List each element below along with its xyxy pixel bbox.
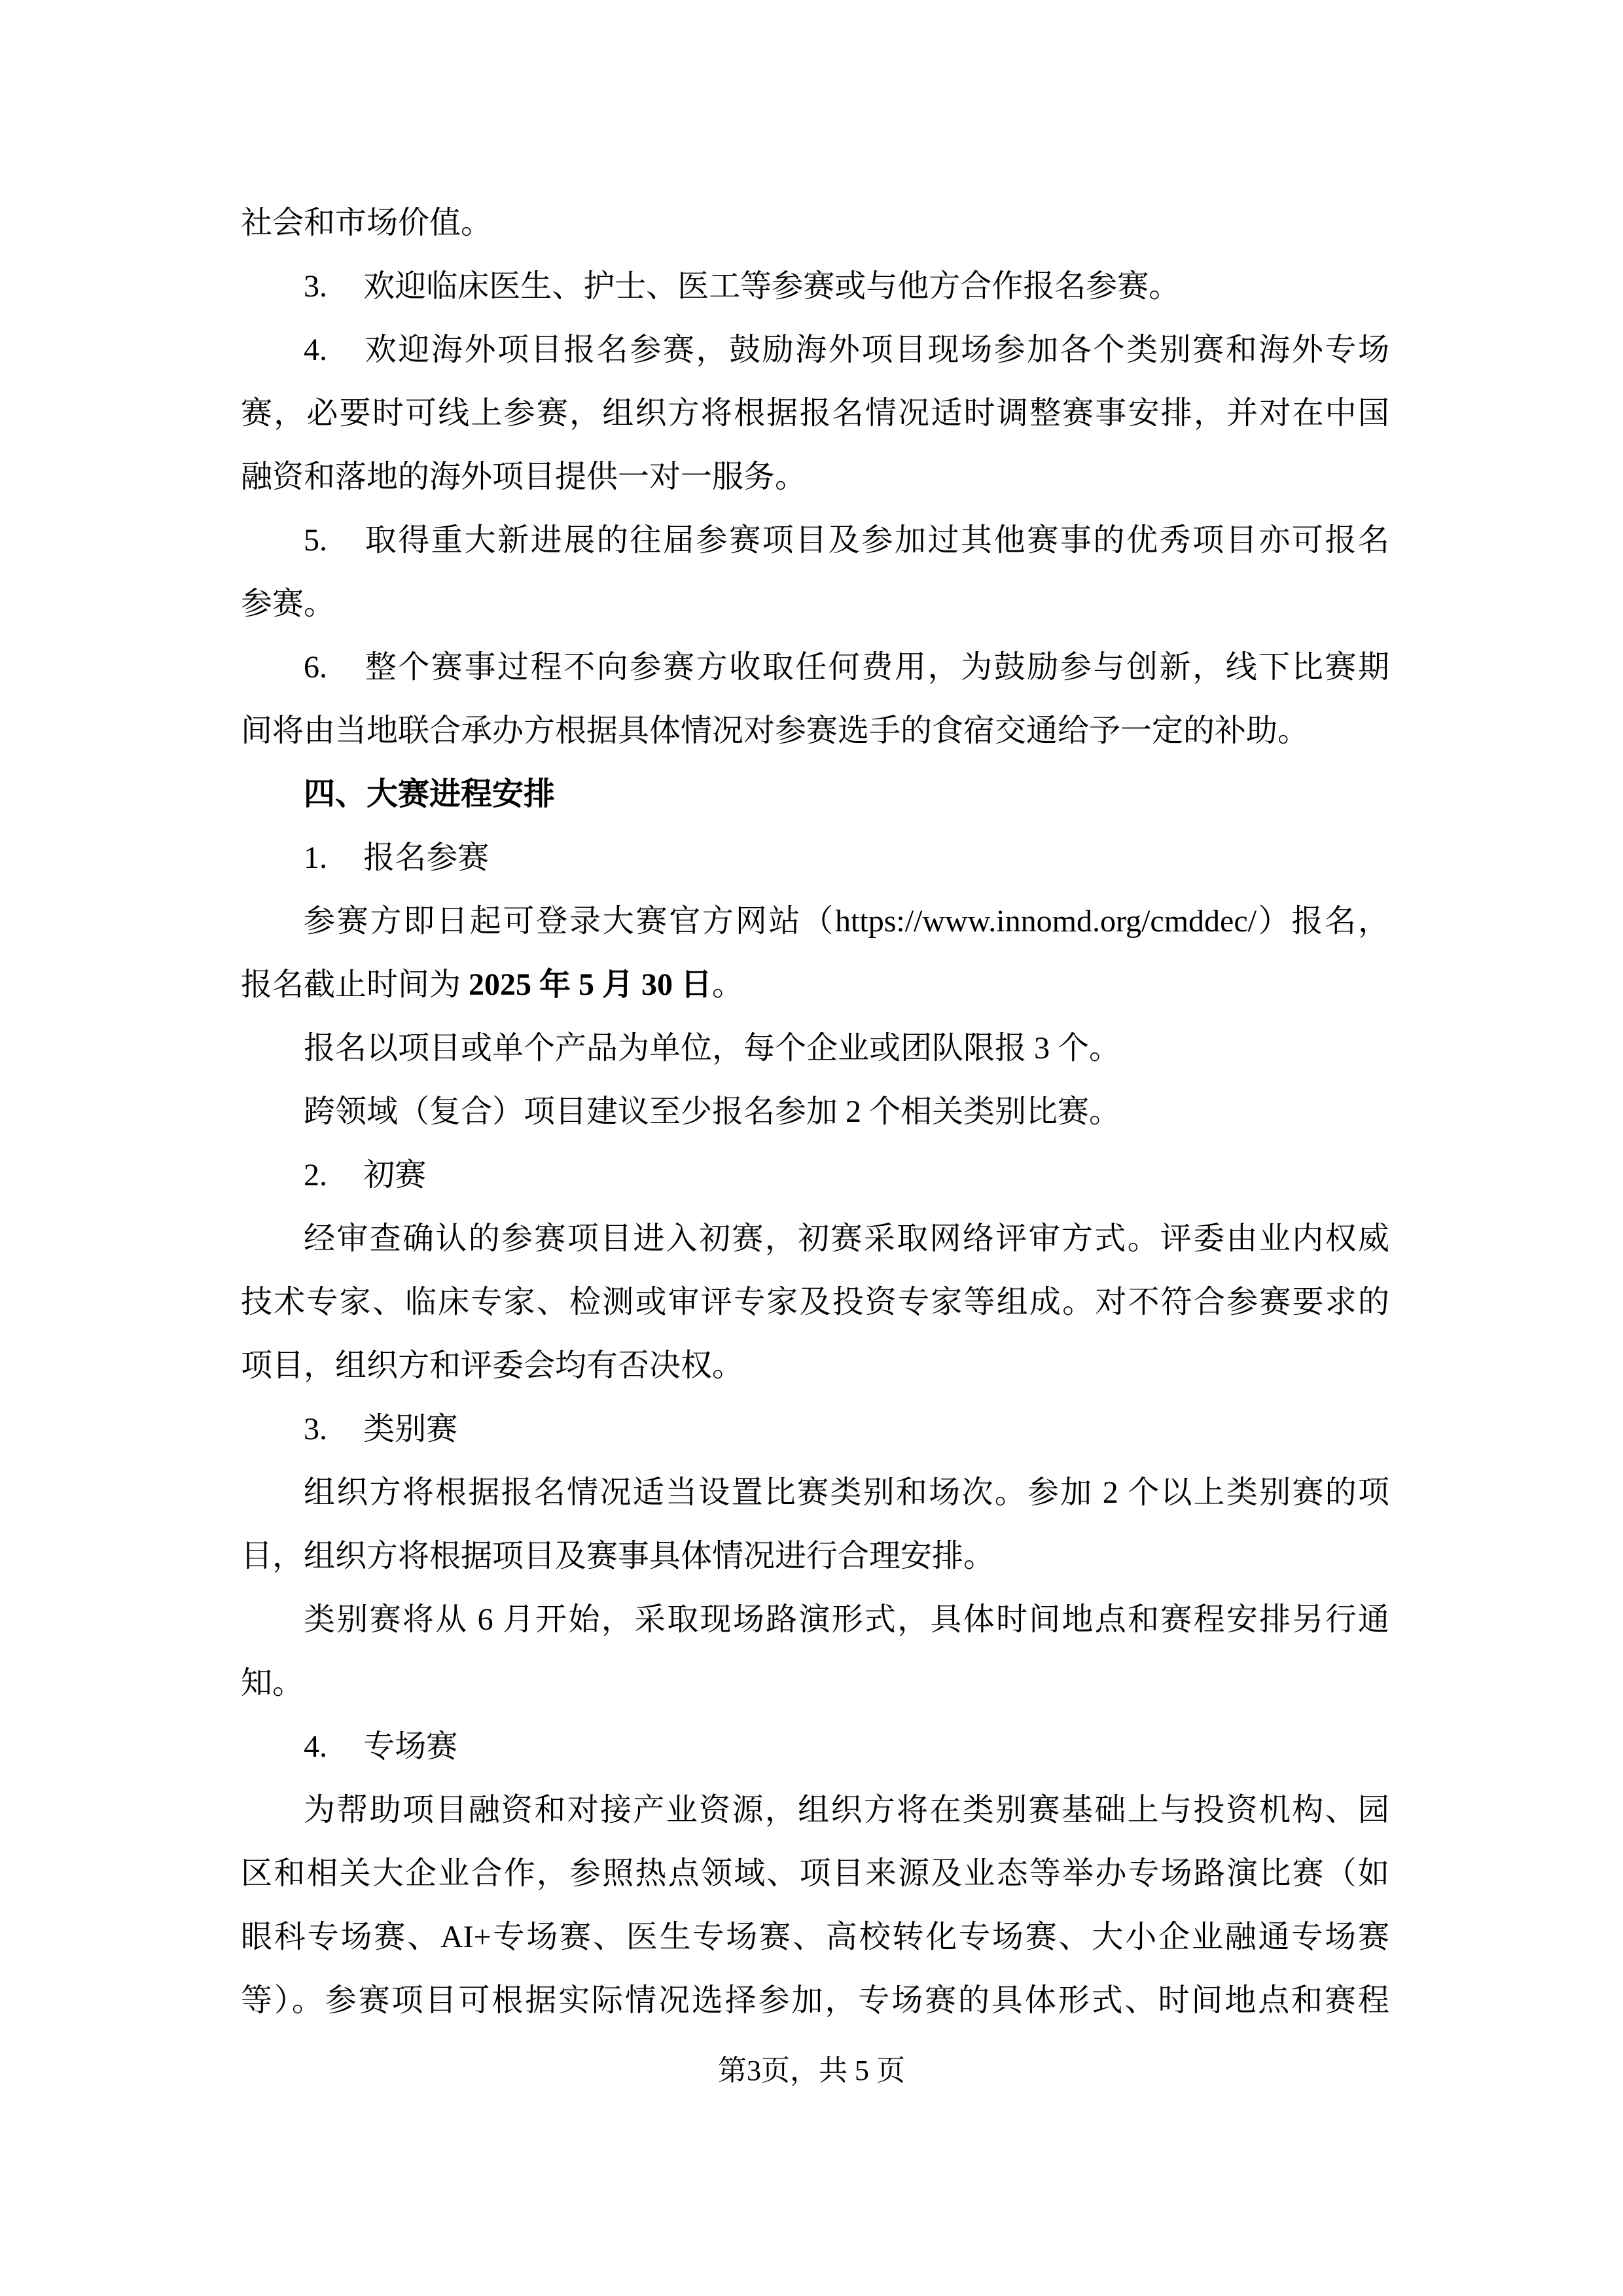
text-run: 类别赛 [363, 1412, 458, 1446]
text-line [241, 572, 1389, 636]
text-run: 整个赛事过程不向参赛方收取任何费用，为鼓励参与创新，线下比赛期 [363, 650, 1389, 685]
text-run: 眼科专场赛、AI+专场赛、医生专场赛、高校转化专场赛、大小企业融通专场赛 [241, 1920, 1389, 1954]
text-run: 参赛方即日起可登录大赛官方网站（https://www.innomd.org/cmddec/）报名， [304, 904, 1389, 939]
text-line [241, 445, 1389, 509]
document-body [241, 191, 1389, 2032]
numbered-item-line [241, 1397, 1389, 1461]
text-line [241, 1461, 1389, 1524]
text-run: 报名以项目或单个产品为单位，每个企业或团队限报 3 个。 [304, 1031, 1121, 1066]
text-run: 目，组织方将根据项目及赛事具体情况进行合理安排。 [241, 1539, 995, 1573]
numbered-item-line [241, 509, 1389, 572]
text-line [241, 1778, 1389, 1842]
text-run: 经审查确认的参赛项目进入初赛，初赛采取网络评审方式。评委由业内权威 [304, 1221, 1389, 1256]
text-run: 知。 [241, 1666, 304, 1700]
text-run: 。 [712, 967, 744, 1002]
text-run: 类别赛将从 6 月开始，采取现场路演形式，具体时间地点和赛程安排另行通 [304, 1602, 1389, 1637]
list-number: 4. [304, 332, 327, 367]
text-line [241, 1588, 1389, 1651]
list-number: 2. [304, 1158, 327, 1193]
text-run: 跨领域（复合）项目建议至少报名参加 2 个相关类别比赛。 [304, 1094, 1121, 1129]
section-heading [241, 762, 1389, 826]
text-line [241, 889, 1389, 953]
text-run: 区和相关大企业合作，参照热点领域、项目来源及业态等举办专场路演比赛（如 [241, 1856, 1389, 1891]
text-run: 等）。参赛项目可根据实际情况选择参加，专场赛的具体形式、时间地点和赛程 [241, 1983, 1389, 2018]
text-run: 为帮助项目融资和对接产业资源，组织方将在类别赛基础上与投资机构、园 [304, 1793, 1389, 1827]
text-run: 项目，组织方和评委会均有否决权。 [241, 1348, 744, 1383]
text-run: 参赛。 [241, 586, 336, 621]
text-run: 欢迎临床医生、护士、医工等参赛或与他方合作报名参赛。 [363, 269, 1181, 304]
text-run: 融资和落地的海外项目提供一对一服务。 [241, 459, 807, 494]
text-line [241, 1524, 1389, 1588]
text-run: 四、大赛进程安排 [304, 777, 556, 812]
text-run: 技术专家、临床专家、检测或审评专家及投资专家等组成。对不符合参赛要求的 [241, 1285, 1389, 1319]
numbered-item-line [241, 636, 1389, 699]
text-line [241, 1969, 1389, 2032]
list-number: 3. [304, 269, 327, 304]
text-line [241, 953, 1389, 1016]
text-run: 间将由当地联合承办方根据具体情况对参赛选手的食宿交通给予一定的补助。 [241, 713, 1310, 748]
text-run: 报名截止时间为 [241, 967, 469, 1002]
text-line [241, 382, 1389, 445]
text-line [241, 1270, 1389, 1334]
list-number: 5. [304, 523, 327, 558]
text-line [241, 1080, 1389, 1143]
text-run: 专场赛 [363, 1729, 458, 1764]
text-line [241, 1905, 1389, 1969]
numbered-item-line [241, 318, 1389, 382]
text-line [241, 1651, 1389, 1715]
text-run: 取得重大新进展的往届参赛项目及参加过其他赛事的优秀项目亦可报名 [363, 523, 1389, 558]
text-run: 赛，必要时可线上参赛，组织方将根据报名情况适时调整赛事安排，并对在中国 [241, 396, 1389, 431]
text-line [241, 1016, 1389, 1080]
text-run: 初赛 [363, 1158, 427, 1193]
text-line [241, 1334, 1389, 1397]
numbered-item-line [241, 1143, 1389, 1207]
list-number: 4. [304, 1729, 327, 1764]
page-footer: 第3页，共 5 页 [718, 2054, 905, 2087]
text-run: 欢迎海外项目报名参赛，鼓励海外项目现场参加各个类别赛和海外专场 [363, 332, 1389, 367]
text-line [241, 191, 1389, 255]
text-run: 报名参赛 [363, 840, 490, 875]
text-run: 社会和市场价值。 [241, 206, 493, 240]
numbered-item-line [241, 826, 1389, 889]
numbered-item-line [241, 1715, 1389, 1778]
deadline-emphasis: 2025 年 5 月 30 日 [469, 967, 713, 1002]
text-run: 组织方将根据报名情况适当设置比赛类别和场次。参加 2 个以上类别赛的项 [304, 1475, 1389, 1510]
text-line [241, 1207, 1389, 1270]
text-line [241, 699, 1389, 762]
list-number: 3. [304, 1412, 327, 1446]
list-number: 1. [304, 840, 327, 875]
text-line [241, 1842, 1389, 1905]
list-number: 6. [304, 650, 327, 685]
numbered-item-line [241, 255, 1389, 318]
